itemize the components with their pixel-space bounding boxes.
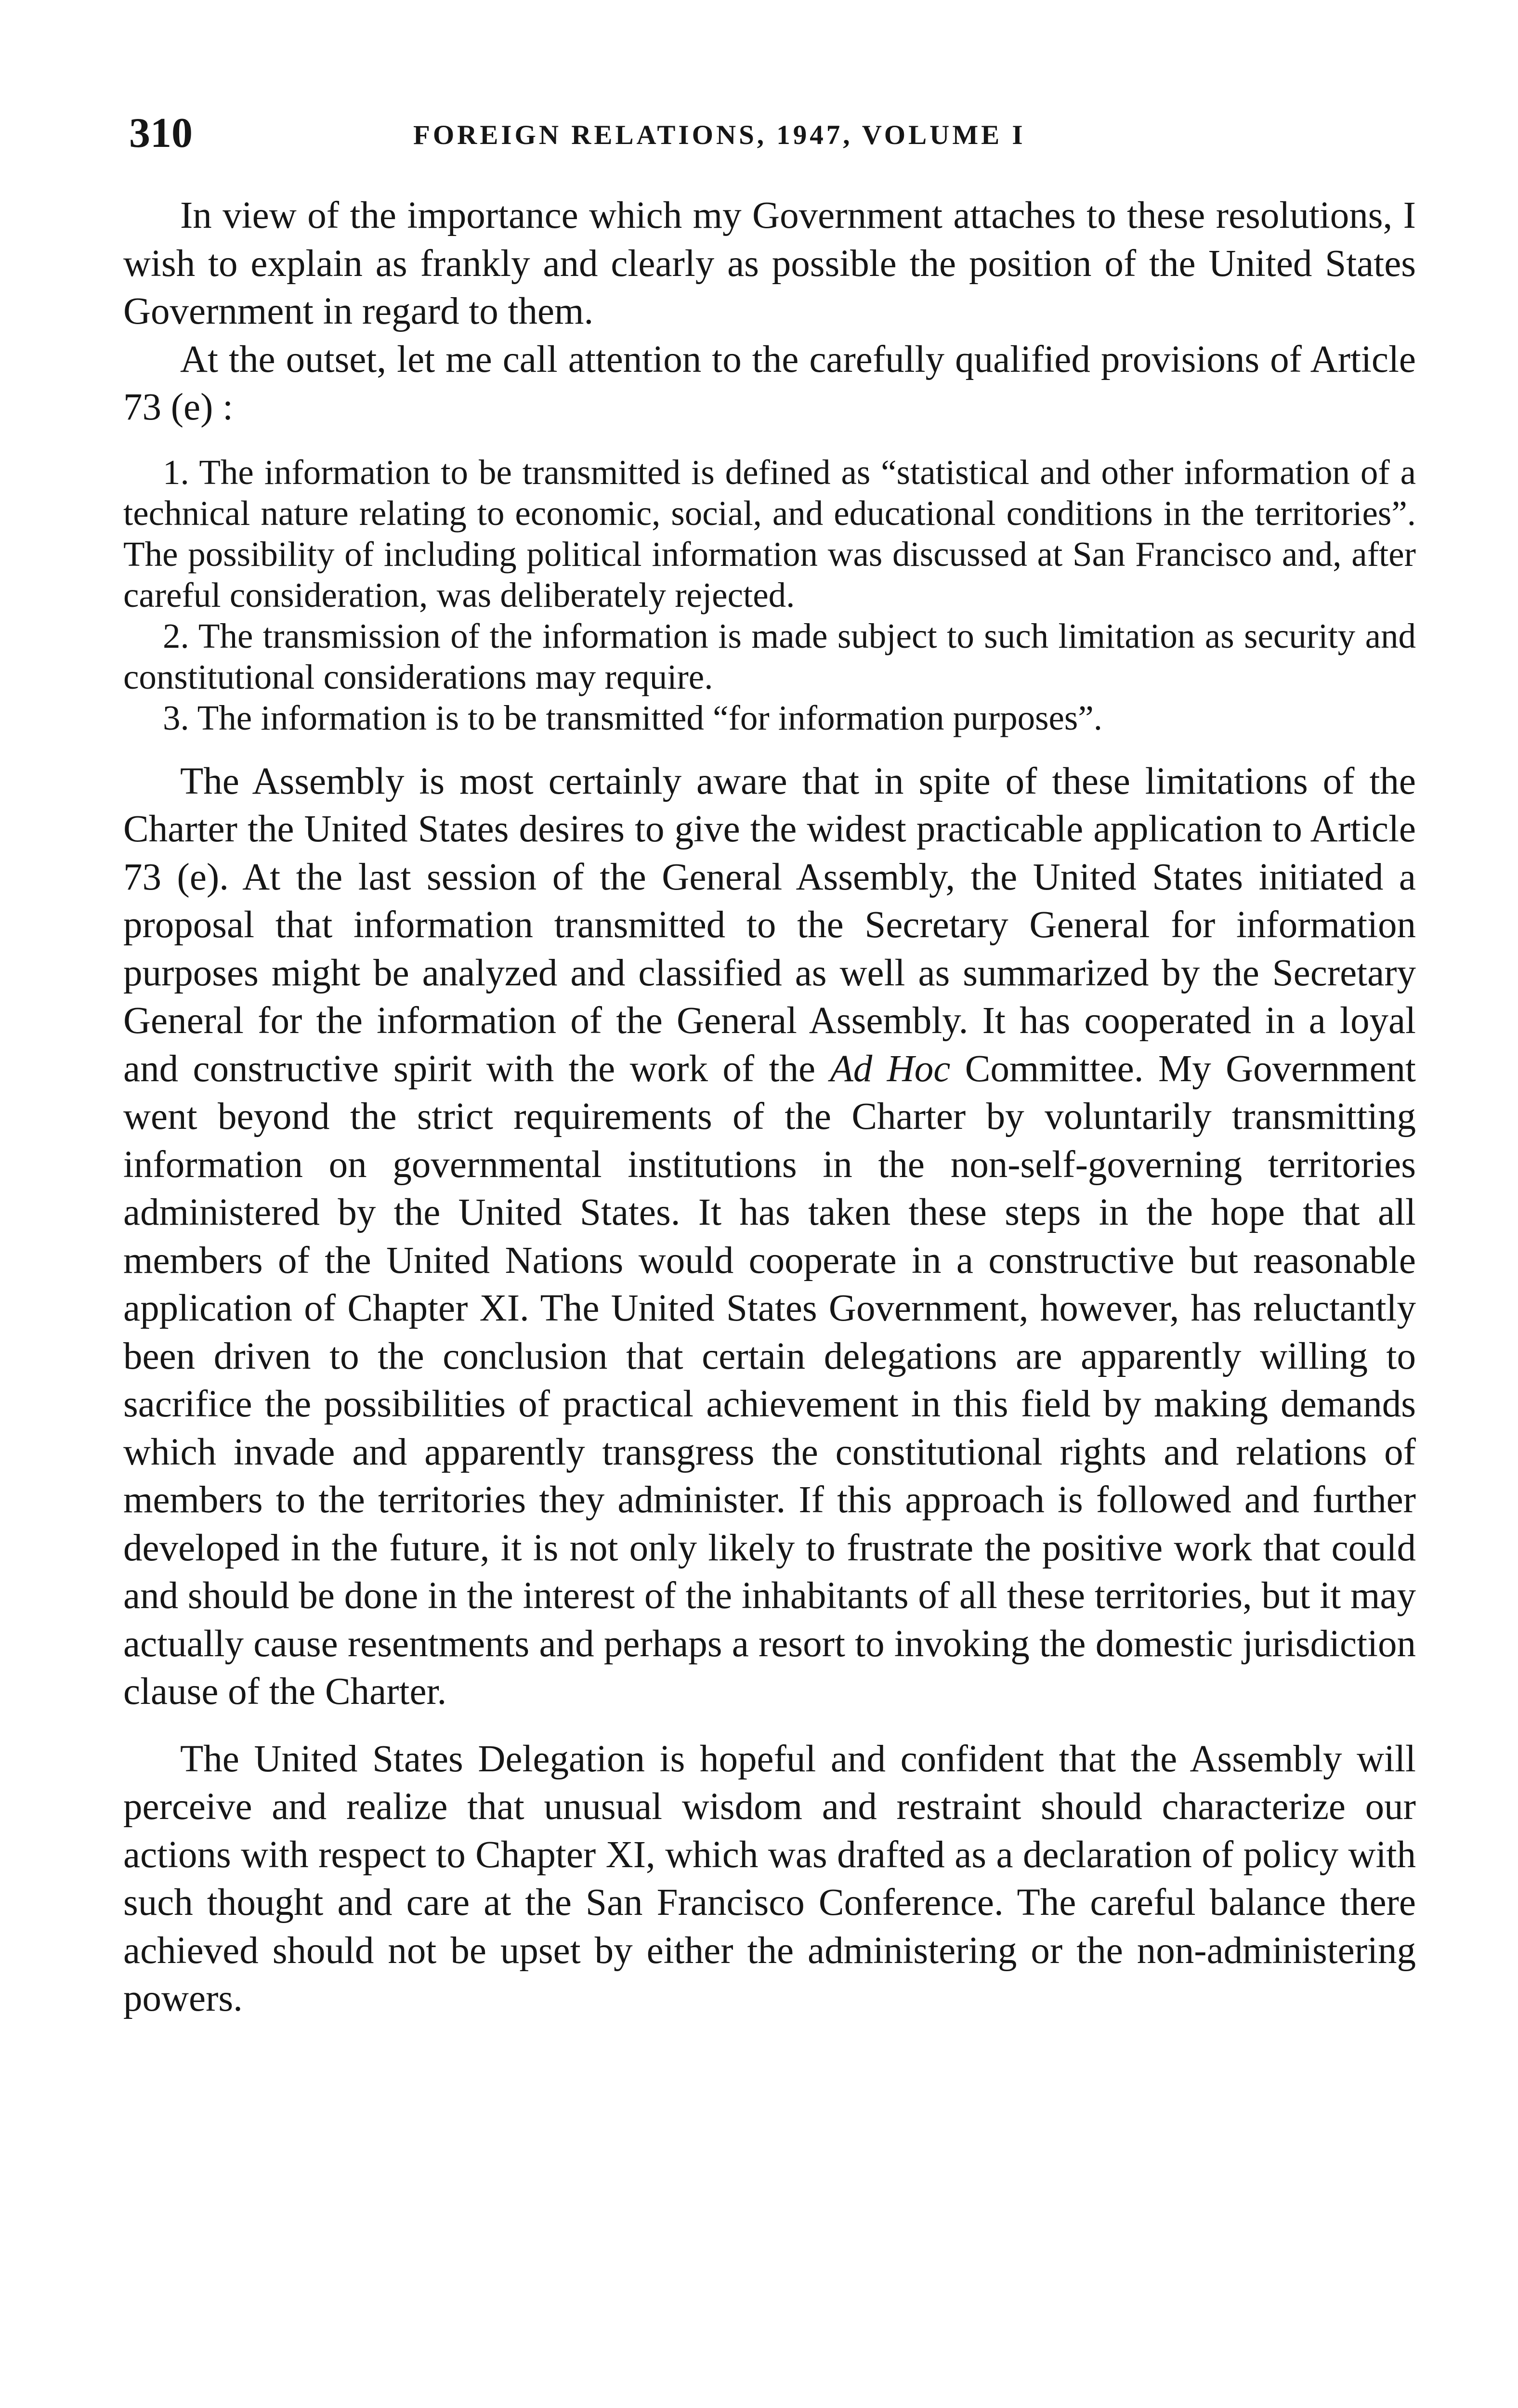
provision-item-3: 3. The information is to be transmitted “for information purposes”. (163, 698, 1102, 737)
provision-item-1: 1. The information to be transmitted is defined as “statistical and other information of a technical nature relating to economic, social, and educational conditions in the territories”. The possibility of including political information was discussed at San Francisco and, after careful consideration, was deliberately rejected. (123, 452, 1416, 615)
paragraph-article-73e: At the outset, let me call attention to the carefully qualified provisions of Article 73 (e) : (123, 338, 1416, 428)
italic-ad-hoc: Ad Hoc (830, 1047, 951, 1090)
paragraph-text: The Assembly is most certainly aware that in spite of these limitations of the Charter the United States desires to give the widest practicable application to Article 73 (e). At the last session of the General Assembly, the United States initiated a proposal that information transmitted to the Secretary General for information purposes might be analyzed and classified as well as summarized by the Secretary General for the information of the General Assembly. It has cooperated in a loyal and constructive spirit with the work of the (123, 760, 1416, 1090)
provisions-list (123, 452, 1416, 738)
provision-item-2: 2. The transmission of the information is made subject to such limitation as security and constitutional considerations may require. (123, 616, 1416, 696)
body-text (123, 192, 1416, 2023)
page-number: 310 (129, 110, 193, 157)
paragraph-delegation-hopeful: The United States Delegation is hopeful and confident that the Assembly will perceive and realize that unusual wisdom and restraint should characterize our actions with respect to Chapter XI, which was drafted as a declaration of policy with such thought and care at the San Francisco Conference. The careful balance there achieved should not be upset by either the administering or the non-administering powers. (123, 1738, 1416, 2019)
paragraph-text-continued: Committee. My Government went beyond the strict requirements of the Charter by voluntarily transmitting information on governmental institutions in the non-self-governing territories administered by the United States. It has taken these steps in the hope that all members of the United Nations would cooperate in a constructive but reasonable application of Chapter XI. The United States Government, however, has reluctantly been driven to the conclusion that certain delegations are apparently willing to sacrifice the possibilities of practical achievement in this field by making demands which invade and apparently transgress the constitutional rights and relations of members to the territories they administer. If this approach is followed and further developed in the future, it is not only likely to frustrate the positive work that could and should be done in the interest of the inhabitants of all these territories, but it may actually cause resentments and perhaps a resort to invoking the domestic jurisdiction clause of the Charter. (123, 1047, 1416, 1713)
page-header (129, 107, 1400, 160)
running-head: FOREIGN RELATIONS, 1947, VOLUME I (413, 120, 1026, 150)
paragraph-intro: In view of the importance which my Government attaches to these resolutions, I wish to explain as frankly and clearly as possible the position of the United States Government in regard to them. (123, 195, 1416, 332)
paragraph-assembly-aware (123, 758, 1416, 1716)
